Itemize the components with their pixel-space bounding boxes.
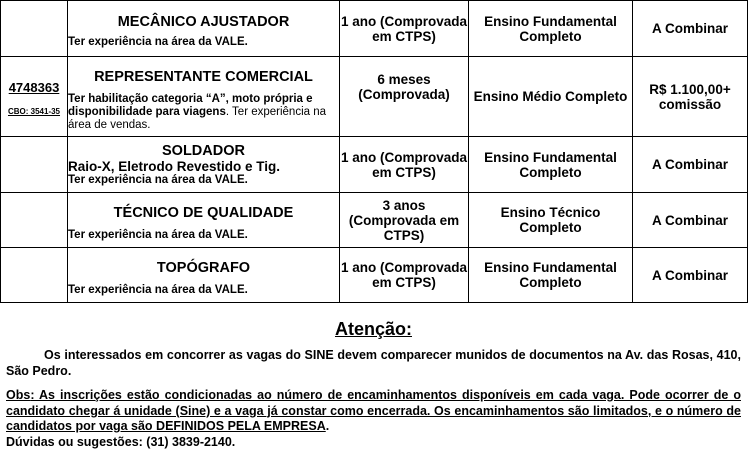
job-education: Ensino Fundamental Completo (469, 137, 633, 193)
job-education: Ensino Fundamental Completo (469, 248, 633, 303)
job-experience: 1 ano (Comprovada em CTPS) (340, 137, 469, 193)
job-title: TÉCNICO DE QUALIDADE (113, 204, 294, 221)
notes-section (0, 318, 747, 450)
job-education: Ensino Técnico Completo (469, 193, 633, 248)
job-code-cell (1, 57, 68, 137)
job-requirement-bold: Ter experiência na área da VALE. (68, 283, 248, 296)
job-subtitle: Raio-X, Eletrodo Revestido e Tig. (68, 159, 281, 174)
job-experience: 6 meses (Comprovada) (340, 57, 469, 137)
job-description-cell (68, 193, 340, 248)
job-education: Ensino Fundamental Completo (469, 1, 633, 57)
job-description-cell (68, 248, 340, 303)
job-requirements (68, 229, 339, 242)
job-title: TOPÓGRAFO (156, 259, 251, 276)
job-code-cell (1, 193, 68, 248)
job-description-cell (68, 1, 340, 57)
job-experience: 3 anos (Comprovada em CTPS) (340, 193, 469, 248)
job-salary: A Combinar (633, 1, 748, 57)
table-row (1, 57, 748, 137)
table-row (1, 193, 748, 248)
job-code: 4748363 (8, 79, 60, 95)
job-experience: 1 ano (Comprovada em CTPS) (340, 248, 469, 303)
job-education: Ensino Médio Completo (469, 57, 633, 137)
job-description-cell (68, 57, 340, 137)
job-title: REPRESENTANTE COMERCIAL (94, 68, 313, 85)
job-cbo: CBO: 3541-35 (7, 106, 61, 116)
contact-line: Dúvidas ou sugestões: (31) 3839-2140. (6, 434, 236, 449)
attention-heading: Atenção: (334, 319, 412, 339)
job-requirement-bold: Ter experiência na área da VALE. (68, 174, 248, 186)
job-requirements (68, 36, 339, 49)
job-requirements (68, 93, 339, 132)
job-code-cell (1, 248, 68, 303)
table-row (1, 1, 748, 57)
obs-label: Obs (6, 388, 31, 402)
table-row (1, 248, 748, 303)
job-requirement-normal: . Ter experiência na área de vendas. (68, 105, 327, 131)
obs-end: . (325, 419, 330, 433)
job-requirement-bold: Ter habilitação categoria “A”, moto própria e disponibilidade para viagens (68, 92, 313, 118)
obs-paragraph (6, 388, 741, 435)
job-salary: A Combinar (633, 193, 748, 248)
obs-text: : As inscrições estão condicionadas ao número de encaminhamentos disponíveis em cada vaga. Pode ocorrer de o candidato chegar á unidade (Sine) e a vaga já constar como encerrada. Os encaminhamentos são limitados, e o número de candidatos por vaga são DEFINIDOS PELA EMPRESA (6, 388, 741, 433)
job-title: SOLDADOR (162, 143, 245, 159)
job-code-cell (1, 137, 68, 193)
instructions-paragraph: Os interessados em concorrer as vagas do SINE devem comparecer munidos de documentos na Av. das Rosas, 410, São Pedro. (6, 348, 741, 378)
job-title: MECÂNICO AJUSTADOR (117, 14, 290, 30)
job-description-cell (68, 137, 340, 193)
job-requirements (68, 284, 339, 297)
job-requirement-bold: Ter experiência na área da VALE. (68, 228, 248, 241)
job-requirements (68, 174, 339, 187)
job-salary: A Combinar (633, 137, 748, 193)
table-row (1, 137, 748, 193)
job-salary: R$ 1.100,00+ comissão (633, 57, 748, 137)
job-requirement-bold: Ter experiência na área da VALE. (68, 36, 248, 48)
job-experience: 1 ano (Comprovada em CTPS) (340, 1, 469, 57)
job-code-cell (1, 1, 68, 57)
job-salary: A Combinar (633, 248, 748, 303)
